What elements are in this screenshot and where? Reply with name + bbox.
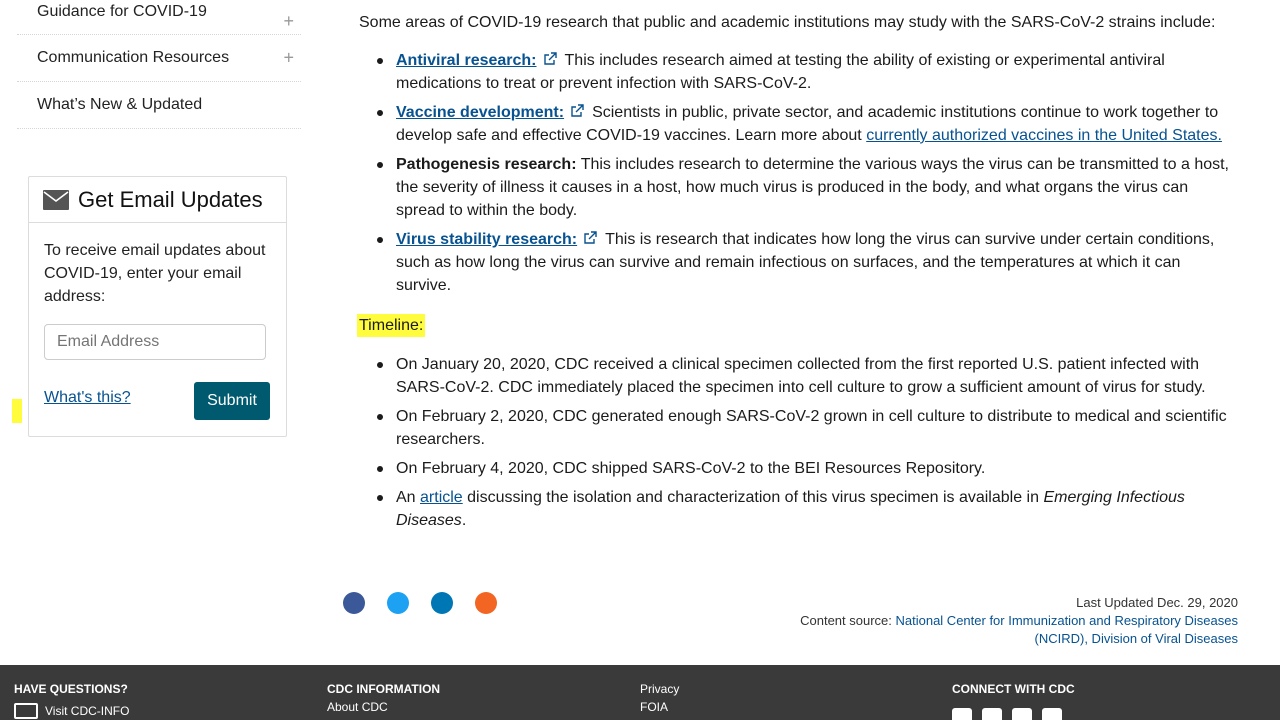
list-item	[359, 49, 1239, 95]
content-source-link-2[interactable]: (NCIRD), Division of Viral Diseases	[1034, 631, 1238, 646]
visit-cdc-info-link[interactable]	[14, 703, 129, 719]
list-item	[359, 153, 1239, 222]
journal-name: Emerging Infectious Diseases	[396, 489, 1185, 529]
article-prefix: An	[396, 489, 421, 506]
expand-icon[interactable]: +	[283, 11, 294, 31]
visit-label: Visit CDC-INFO	[45, 704, 130, 718]
email-address-input[interactable]	[44, 324, 266, 360]
article-suffix: .	[461, 512, 467, 529]
sidebar-item-label: What’s New & Updated	[37, 96, 203, 113]
research-description: Scientists in public, private sector, and academic institutions continue to work together to develop safe and effective COVID-19 vaccines. Learn more about	[396, 104, 1219, 144]
timeline-heading: Timeline:	[357, 314, 425, 337]
vaccine-development-link[interactable]: Vaccine development:	[396, 104, 565, 121]
twitter-icon[interactable]	[982, 708, 1002, 720]
privacy-link[interactable]: Privacy	[640, 682, 680, 696]
virus-stability-link[interactable]: Virus stability research:	[396, 231, 578, 248]
sidebar-item-label: Communication Resources	[37, 49, 230, 66]
connect-heading: CONNECT WITH CDC	[952, 682, 1075, 696]
list-item	[359, 486, 1239, 532]
external-link-icon	[543, 52, 557, 66]
linkedin-icon[interactable]	[1042, 708, 1062, 720]
antiviral-research-link[interactable]: Antiviral research:	[396, 52, 537, 69]
sidebar-item-guidance[interactable]	[17, 0, 301, 35]
list-item	[359, 101, 1239, 147]
research-list	[359, 49, 1239, 303]
research-description: This is research that indicates how long the virus can survive under certain conditions, such as how long the virus can survive and remain infectious on surfaces, and the temperatures at which it can survive.	[396, 231, 1215, 294]
sidebar-item-label: Guidance for COVID-19	[37, 3, 207, 20]
pathogenesis-research-title: Pathogenesis research:	[396, 156, 577, 173]
about-cdc-link[interactable]: About CDC	[327, 700, 388, 714]
research-description: This includes research to determine the various ways the virus can be transmitted to a host, the severity of illness it causes in a host, how much virus is produced in the body, and what organs the virus can spread to within the body.	[396, 156, 1229, 219]
sidebar-nav	[17, 0, 301, 129]
foia-link[interactable]: FOIA	[640, 700, 669, 714]
highlight-marker	[12, 399, 22, 423]
research-intro: Some areas of COVID-19 research that public and academic institutions may study with the SARS-CoV-2 strains include:	[359, 14, 1216, 31]
list-item: On January 20, 2020, CDC received a clinical specimen collected from the first reported U.S. patient infected with SARS-CoV-2. CDC immediately placed the specimen into cell culture to grow a sufficient amount of virus for study.	[359, 353, 1239, 399]
content-source-label: Content source:	[800, 613, 896, 628]
email-card-description: To receive email updates about COVID-19, enter your email address:	[44, 242, 266, 305]
list-item	[359, 228, 1239, 297]
expand-icon[interactable]: +	[283, 47, 294, 68]
instagram-icon[interactable]	[1012, 708, 1032, 720]
cdc-information-heading: CDC INFORMATION	[327, 682, 441, 696]
twitter-icon[interactable]	[387, 592, 409, 614]
syndicate-icon[interactable]	[475, 592, 497, 614]
external-link-icon	[570, 104, 584, 118]
external-link-icon	[583, 231, 597, 245]
facebook-icon[interactable]	[952, 708, 972, 720]
email-card-header	[29, 177, 286, 223]
site-footer	[0, 665, 1280, 720]
submit-button[interactable]: Submit	[194, 382, 270, 420]
email-updates-card	[28, 176, 287, 437]
facebook-icon[interactable]	[343, 592, 365, 614]
computer-icon	[14, 703, 38, 719]
research-description: This includes research aimed at testing the ability of existing or experimental antiviral medications to treat or prevent infection with SARS-CoV-2.	[396, 52, 1165, 92]
last-updated: Last Updated Dec. 29, 2020	[1076, 595, 1238, 610]
linkedin-icon[interactable]	[431, 592, 453, 614]
have-questions-heading: HAVE QUESTIONS?	[14, 682, 128, 696]
article-text: discussing the isolation and characterization of this virus specimen is available in	[462, 489, 1044, 506]
share-bar	[343, 592, 497, 614]
article-link[interactable]: article	[420, 489, 463, 506]
content-source-link[interactable]: National Center for Immunization and Respiratory Diseases	[895, 613, 1238, 628]
page-meta	[800, 594, 1238, 648]
sidebar-item-communication[interactable]	[17, 35, 301, 82]
list-item: On February 2, 2020, CDC generated enough SARS-CoV-2 grown in cell culture to distribute to medical and scientific researchers.	[359, 405, 1239, 451]
whats-this-link[interactable]: What's this?	[44, 389, 131, 406]
list-item: On February 4, 2020, CDC shipped SARS-CoV-2 to the BEI Resources Repository.	[359, 457, 1239, 480]
authorized-vaccines-link[interactable]: currently authorized vaccines in the United States.	[866, 127, 1222, 144]
envelope-icon	[43, 190, 69, 210]
sidebar-item-whats-new[interactable]	[17, 82, 301, 129]
timeline-list	[359, 353, 1239, 538]
email-card-title: Get Email Updates	[78, 186, 263, 212]
